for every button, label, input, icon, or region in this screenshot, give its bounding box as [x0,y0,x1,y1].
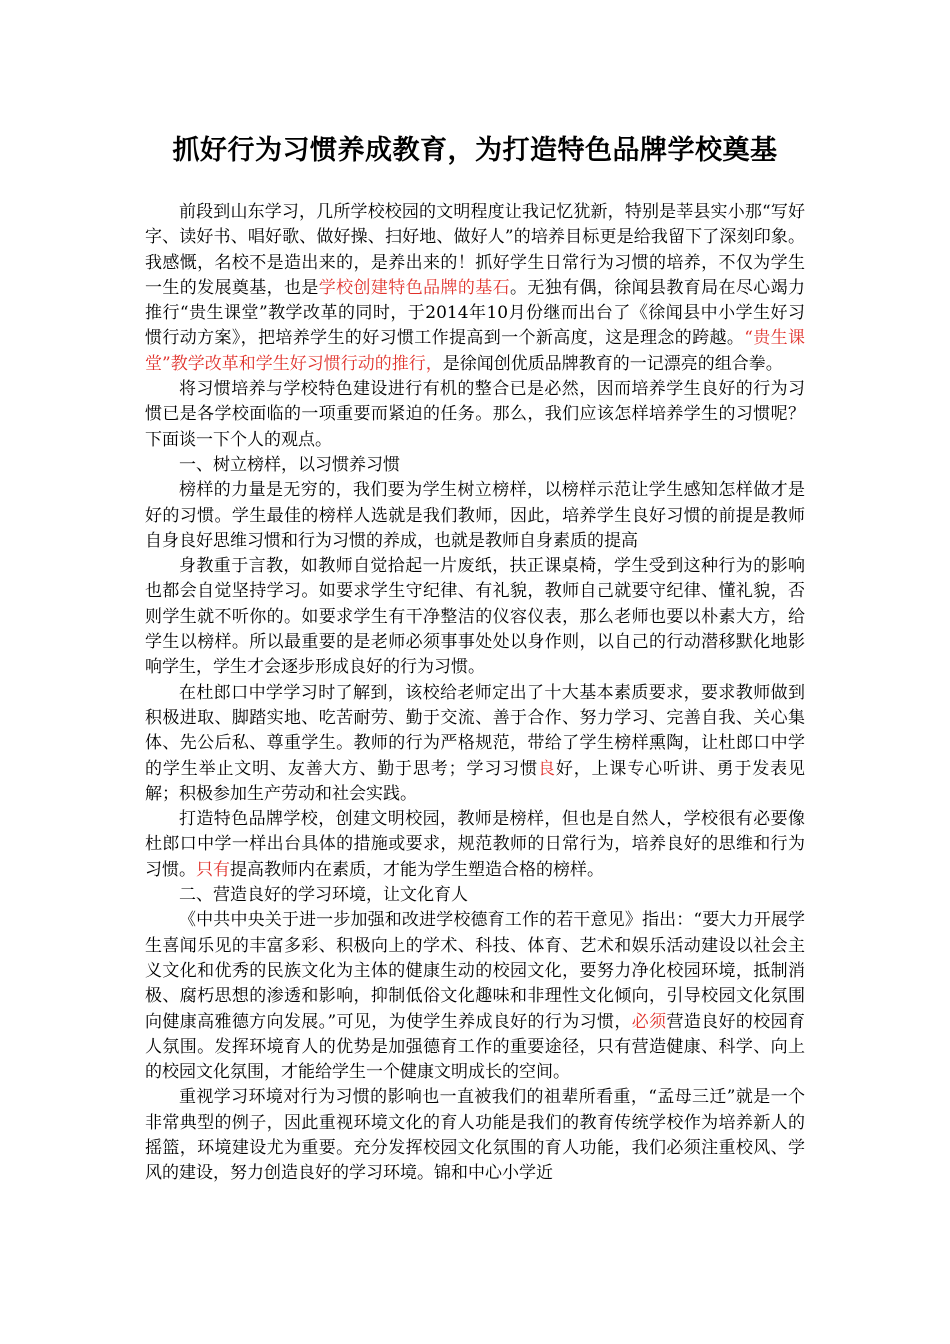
text-segment: 榜样的力量是无穷的，我们要为学生树立榜样，以榜样示范让学生感知怎样做才是好的习惯。学生最佳的榜样人选就是我们教师，因此，培养学生良好习惯的前提是教师自身良好思维习惯和行为习惯的养成，也就是教师自身素质的提高 [145,480,805,551]
text-segment: 重视学习环境对行为习惯的影响也一直被我们的祖辈所看重，“孟母三迁”就是一个非常典型的例子，因此重视环境文化的育人功能是我们的教育传统学校作为培养新人的摇篮，环境建设尤为重要。充分发挥校园文化氛围的育人功能，我们必须注重校风、学风的建设，努力创造良好的学习环境。锦和中心小学近 [145,1087,805,1184]
highlighted-text: 学校创建特色品牌的基石 [318,277,510,298]
document-title: 抓好行为习惯养成教育，为打造特色品牌学校奠基 [172,135,778,166]
text-segment: 提高教师内在素质，才能为学生塑造合格的榜样。 [230,859,604,880]
heading-text: 一、树立榜样，以习惯养习惯 [179,454,400,475]
text-segment: 前段到山东学习，几所学校校园的文明程度让我记忆犹新，特别是莘县实小那“写好字、读好书、唱好歌、做好操、扫好地、做好人”的培养目标更是给我留下了深刻印象。我感慨，名校不是造出来的，是养出来的！抓好学生日常行为习惯的培养，不仅为学生一生的发展奠基，也是 [145,202,805,298]
paragraph-5 [145,681,805,807]
text-segment: 是徐闻创优质品牌教育的一记漂亮的组合拳。 [442,353,783,374]
text-segment: 将习惯培养与学校特色建设进行有机的整合已是必然，因而培养学生良好的行为习惯已是各学校面临的一项重要而紧迫的任务。那么，我们应该怎样培养学生的习惯呢？下面谈一下个人的观点。 [145,379,805,450]
paragraph-1 [145,200,805,377]
section-heading-1 [145,453,805,478]
paragraph-4 [145,554,805,680]
document-body [145,200,805,1187]
text-segment: 《中共中央关于进一步加强和改进学校德育工作的若干意见》指出：“要大力开展学生喜闻乐见的丰富多彩、积极向上的学术、科技、体育、艺术和娱乐活动建设以社会主义文化和优秀的民族文化为主体的健康生动的校园文化，要努力净化校园环境，抵制消极、腐朽思想的渗透和影响，抑制低俗文化趣味和非理性文化倾向，引导校园文化氛围向健康高雅德方向发展。”可见，为使学生养成良好的行为习惯， [145,910,805,1032]
paragraph-6 [145,807,805,883]
paragraph-8 [145,1085,805,1186]
text-segment: 打造特色品牌学校，创建文明校园，教师是榜样，但也是自然人，学校很有必要像杜郎口中学一样出台具体的措施或要求，规范教师的日常行为，培养良好的思维和行为习惯。 [145,809,805,880]
text-segment: 。无独有偶，徐闻县教育局在尽心竭力推行“贵生课堂”教学改革的同时，于2014年10月份继而出台了《徐闻县中小学生好习惯行动方案》，把培养学生的好习惯工作提高到一个新高度，这是理念的跨越。 [145,277,806,349]
section-heading-2 [145,883,805,908]
paragraph-7 [145,908,805,1085]
paragraph-2 [145,377,805,453]
text-segment: 身教重于言教，如教师自觉拾起一片废纸，扶正课桌椅，学生受到这种行为的影响也都会自觉坚持学习。如要求学生守纪律、有礼貌，教师自己就要守纪律、懂礼貌，否则学生就不听你的。如要求学生有干净整洁的仪容仪表，那么老师也要以朴素大方，给学生以榜样。所以最重要的是老师必须事事处处以身作则，以自己的行动潜移默化地影响学生，学生才会逐步形成良好的行为习惯。 [145,556,805,678]
paragraph-3 [145,478,805,554]
highlighted-text: 必须 [631,1011,667,1032]
text-segment: 营造良好的校园育人氛围。发挥环境育人的优势是加强德育工作的重要途径，只有营造健康、科学、向上的校园文化氛围，才能给学生一个健康文明成长的空间。 [145,1011,805,1083]
text-segment: 好，上课专心听讲、勇于发表见解；积极参加生产劳动和社会实践。 [145,758,806,804]
heading-text: 二、营造良好的学习环境，让文化育人 [179,885,468,906]
highlighted-text: “贵生课堂”教学改革和学生好习惯行动的推行， [145,328,805,374]
highlighted-text: 良 [537,758,556,779]
highlighted-text: 只有 [196,859,230,880]
text-segment: 在杜郎口中学学习时了解到，该校给老师定出了十大基本素质要求，要求教师做到积极进取、脚踏实地、吃苦耐劳、勤于交流、善于合作、努力学习、完善自我、关心集体、先公后私、尊重学生。教师的行为严格规范，带给了学生榜样熏陶，让杜郎口中学的学生举止文明、友善大方、勤于思考；学习习惯 [145,682,805,779]
